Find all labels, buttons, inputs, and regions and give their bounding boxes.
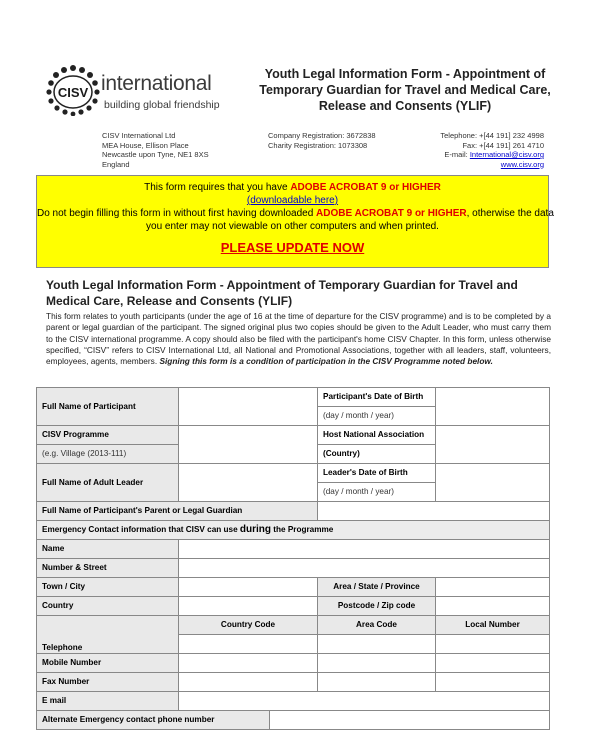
country-code-header: Country Code — [179, 616, 318, 635]
guardian-input[interactable] — [318, 502, 550, 521]
email-label: E mail — [37, 692, 179, 711]
cisv-globe-logo-icon — [44, 64, 102, 116]
mobile-label: Mobile Number — [37, 654, 179, 673]
mobile-local-number-input[interactable] — [436, 654, 550, 673]
country-label: Country — [37, 597, 179, 616]
contact-info: Telephone: +[44 191] 232 4998 Fax: +[44 191] 261 4710 E-mail: International@cisv.org www.cisv.org — [440, 131, 544, 169]
table-row — [37, 559, 550, 578]
svg-text:CISV: CISV — [57, 85, 89, 100]
telephone-local-number-input[interactable] — [436, 635, 550, 654]
table-row — [37, 502, 550, 521]
host-na-hint: (Country) — [318, 445, 436, 464]
form-subtitle: Youth Legal Information Form - Appointment of Temporary Guardian for Travel and Medical Care, Release and Consents (YLIF) — [46, 278, 518, 308]
table-row — [37, 578, 550, 597]
leader-dob-label: Leader's Date of Birth — [318, 464, 436, 483]
acrobat-notice: This form requires that you have ADOBE ACROBAT 9 or HIGHER (downloadable here) Do not begin filling this form in without first having downloaded ADOBE ACROBAT 9 or HIGHER, otherwise the data you enter may not viewable on other computers and when printed. PLEASE UPDATE NOW — [36, 175, 549, 268]
table-row — [37, 711, 550, 730]
telephone-area-code-input[interactable] — [318, 635, 436, 654]
table-row — [37, 521, 550, 540]
table-row — [37, 426, 550, 445]
area-input[interactable] — [436, 578, 550, 597]
table-row — [37, 388, 550, 407]
full-name-label: Full Name of Participant — [37, 388, 179, 426]
programme-label: CISV Programme — [37, 426, 179, 445]
mobile-area-code-input[interactable] — [318, 654, 436, 673]
programme-hint: (e.g. Village (2013-111) — [37, 445, 179, 464]
update-now-link[interactable]: PLEASE UPDATE NOW — [220, 240, 365, 255]
fax-label: Fax Number — [37, 673, 179, 692]
area-code-header: Area Code — [318, 616, 436, 635]
alternate-phone-input[interactable] — [270, 711, 550, 730]
table-row — [37, 692, 550, 711]
name-label: Name — [37, 540, 179, 559]
table-row — [37, 673, 550, 692]
full-name-input[interactable] — [179, 388, 318, 426]
logo-wordmark: international — [101, 72, 212, 95]
postcode-input[interactable] — [436, 597, 550, 616]
email-link[interactable]: International@cisv.org — [469, 150, 544, 159]
postal-address: CISV International Ltd MEA House, Ellison Place Newcastle upon Tyne, NE1 8XS England — [102, 131, 209, 169]
dob-label: Participant's Date of Birth — [318, 388, 436, 407]
fax-area-code-input[interactable] — [318, 673, 436, 692]
postcode-label: Postcode / Zip code — [318, 597, 436, 616]
fax-local-number-input[interactable] — [436, 673, 550, 692]
emergency-contact-header: Emergency Contact information that CISV can use during the Programme — [37, 521, 550, 540]
leader-dob-hint: (day / month / year) — [318, 483, 436, 502]
area-label: Area / State / Province — [318, 578, 436, 597]
form-intro: This form relates to youth participants (under the age of 16 at the time of departure for the CISV programme) and is to be completed by a parent or legal guardian of the participant. The signed original plus two copies should be given to the Adult Leader, who must carry them to the CISV international programme. A copy should also be filed with the participant's home CISV Chapter. In this form, unless otherwise specified, “CISV” refers to CISV International Ltd, all National and Promotional Associations, together with all leaders, staff, volunteers, employees, agents, members. Signing this form is a condition of participation in the CISV Programme noted below. — [46, 311, 551, 367]
local-number-header: Local Number — [436, 616, 550, 635]
fax-country-code-input[interactable] — [179, 673, 318, 692]
town-label: Town / City — [37, 578, 179, 597]
document-title: Youth Legal Information Form - Appointment of Temporary Guardian for Travel and Medical Care, Release and Consents (YLIF) — [259, 67, 551, 113]
country-input[interactable] — [179, 597, 318, 616]
alternate-phone-label: Alternate Emergency contact phone number — [37, 711, 270, 730]
street-input[interactable] — [179, 559, 550, 578]
table-row — [37, 464, 550, 483]
table-row — [37, 597, 550, 616]
street-label: Number & Street — [37, 559, 179, 578]
leader-dob-input[interactable] — [436, 464, 550, 502]
participant-form-table — [36, 387, 550, 730]
name-input[interactable] — [179, 540, 550, 559]
table-row — [37, 540, 550, 559]
table-row — [37, 654, 550, 673]
dob-input[interactable] — [436, 388, 550, 426]
download-link[interactable]: (downloadable here) — [246, 195, 339, 206]
telephone-label-cell: Telephone — [37, 616, 179, 654]
programme-input[interactable] — [179, 426, 318, 464]
host-na-input[interactable] — [436, 426, 550, 464]
registration-info: Company Registration: 3672838 Charity Registration: 1073308 — [268, 131, 376, 150]
guardian-label: Full Name of Participant's Parent or Legal Guardian — [37, 502, 318, 521]
town-input[interactable] — [179, 578, 318, 597]
telephone-country-code-input[interactable] — [179, 635, 318, 654]
email-input[interactable] — [179, 692, 550, 711]
host-na-label: Host National Association — [318, 426, 436, 445]
adult-leader-label: Full Name of Adult Leader — [37, 464, 179, 502]
adult-leader-input[interactable] — [179, 464, 318, 502]
website-link[interactable]: www.cisv.org — [500, 159, 544, 169]
dob-hint: (day / month / year) — [318, 407, 436, 426]
table-row — [37, 616, 550, 635]
cisv-logo — [44, 64, 224, 120]
mobile-country-code-input[interactable] — [179, 654, 318, 673]
logo-tagline: building global friendship — [104, 99, 220, 111]
